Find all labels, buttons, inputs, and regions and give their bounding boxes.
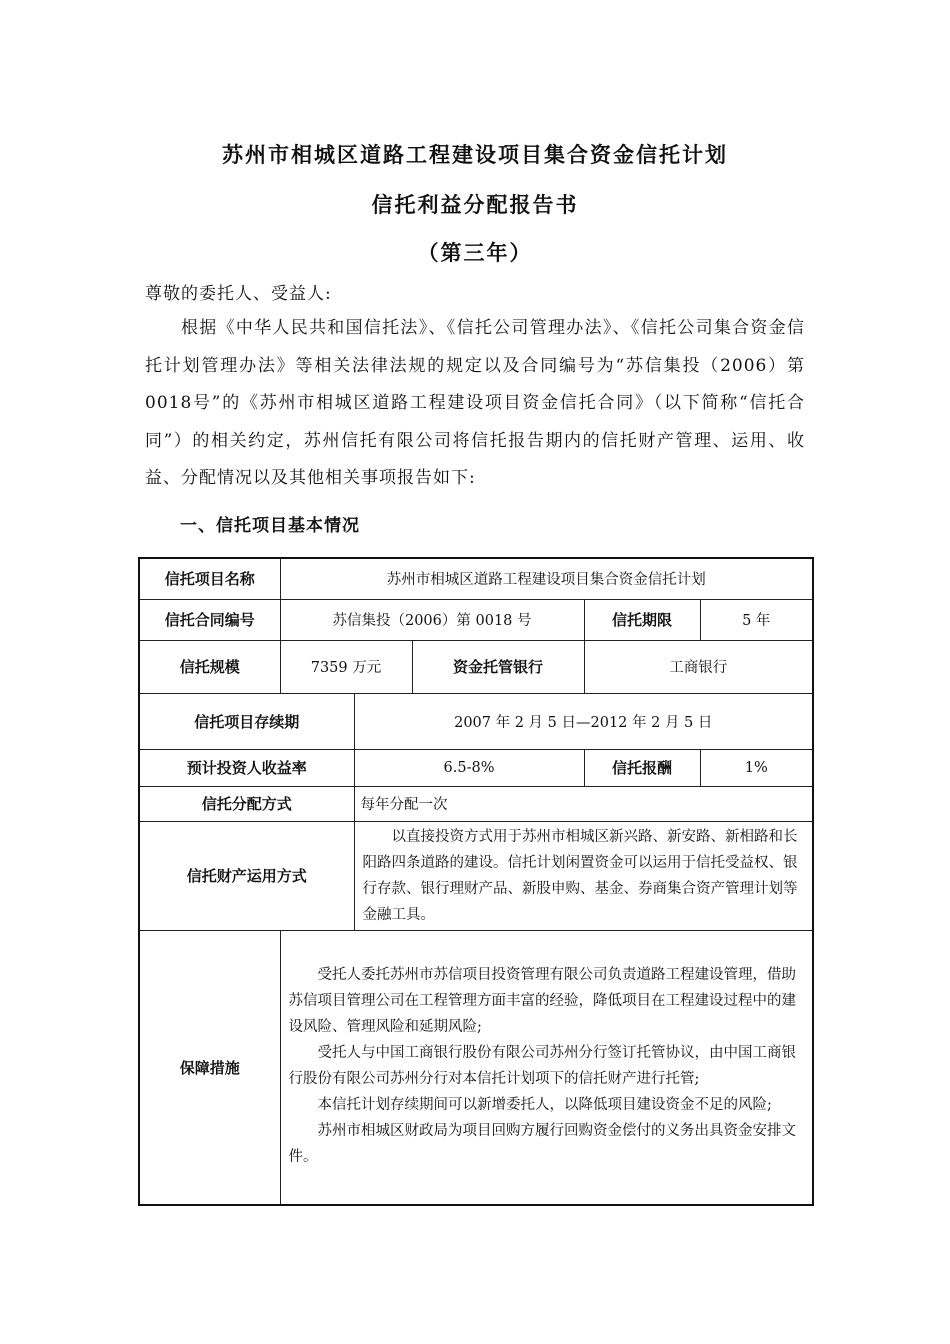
contract-no-value: 苏信集投（2006）第 0018 号 [280, 599, 584, 640]
salutation: 尊敬的委托人、受益人: [145, 284, 332, 304]
usage-label: 信托财产运用方式 [139, 821, 354, 930]
measure-item: 苏州市相城区财政局为项目回购方履行回购资金偿付的义务出具资金安排文件。 [288, 1123, 796, 1166]
intro-paragraph: 根据《中华人民共和国信托法》、《信托公司管理办法》、《信托公司集合资金信托计划管理办法》等相关法律法规的规定以及合同编号为“苏信集投（2006）第0018号”的《苏州市相城区道路工程建设项目资金信托合同》（以下简称“信托合同”）的相关约定，苏州信托有限公司将信托报告期内的信托财产管理、运用、收益、分配情况以及其他相关事项报告如下: [145, 318, 805, 488]
duration-value: 2007 年 2 月 5 日—2012 年 2 月 5 日 [354, 693, 813, 749]
project-name-value: 苏州市相城区道路工程建设项目集合资金信托计划 [280, 558, 813, 599]
term-value: 5 年 [700, 599, 813, 640]
document-subtitle: 信托利益分配报告书 [371, 193, 579, 217]
table-row [139, 930, 813, 1205]
trust-info-table [138, 557, 814, 1206]
measure-item: 本信托计划存续期间可以新增委托人，以降低项目建设资金不足的风险; [317, 1097, 772, 1114]
fee-value: 1% [700, 749, 813, 786]
measures-label: 保障措施 [139, 930, 280, 1205]
table-row [139, 786, 813, 821]
project-name-label: 信托项目名称 [139, 558, 280, 599]
document-year: （第三年） [417, 241, 533, 265]
custodian-label: 资金托管银行 [412, 640, 584, 693]
duration-label: 信托项目存续期 [139, 693, 354, 749]
measure-item: 受托人与中国工商银行股份有限公司苏州分行签订托管协议，由中国工商银行股份有限公司苏州分行对本信托计划项下的信托财产进行托管; [288, 1045, 796, 1088]
table-row [139, 599, 813, 640]
fee-label: 信托报酬 [584, 749, 700, 786]
section-heading: 一、信托项目基本情况 [180, 516, 360, 536]
measures-cell [280, 930, 813, 1205]
scale-value: 7359 万元 [280, 640, 412, 693]
table-row [139, 749, 813, 786]
measure-item: 受托人委托苏州市苏信项目投资管理有限公司负责道路工程建设管理，借助苏信项目管理公司在工程管理方面丰富的经验，降低项目在工程建设过程中的建设风险、管理风险和延期风险; [288, 967, 796, 1036]
expected-return-value: 6.5-8% [354, 749, 584, 786]
document-title: 苏州市相城区道路工程建设项目集合资金信托计划 [222, 143, 728, 167]
table-row [139, 558, 813, 599]
expected-return-label: 预计投资人收益率 [139, 749, 354, 786]
table-row [139, 693, 813, 749]
distribution-value: 每年分配一次 [354, 786, 813, 821]
usage-value: 以直接投资方式用于苏州市相城区新兴路、新安路、新相路和长阳路四条道路的建设。信托计划闲置资金可以运用于信托受益权、银行存款、银行理财产品、新股申购、基金、券商集合资产管理计划等金融工具。 [354, 821, 813, 930]
distribution-label: 信托分配方式 [139, 786, 354, 821]
custodian-value: 工商银行 [584, 640, 813, 693]
table-row [139, 821, 813, 930]
contract-no-label: 信托合同编号 [139, 599, 280, 640]
term-label: 信托期限 [584, 599, 700, 640]
table-row [139, 640, 813, 693]
scale-label: 信托规模 [139, 640, 280, 693]
